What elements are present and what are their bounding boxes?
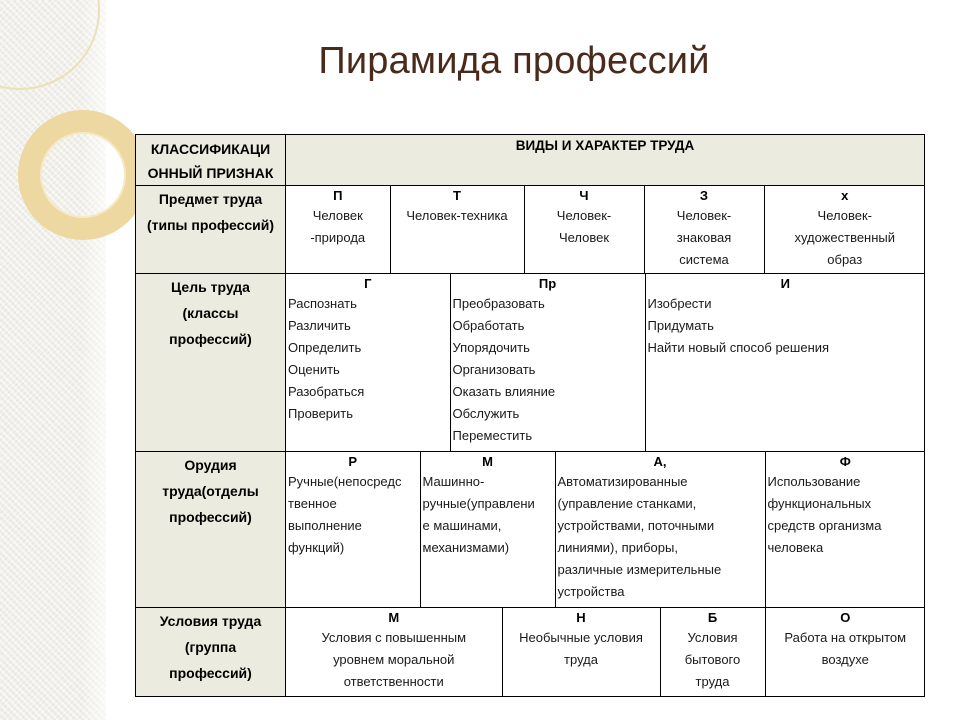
cell-line: Распознать — [288, 296, 357, 311]
row-label-line: (классы — [182, 305, 239, 321]
cell-text — [645, 205, 764, 271]
cell-text — [765, 205, 926, 271]
cell-text — [646, 293, 926, 359]
cell-subject-art — [764, 186, 925, 273]
cell-tools-functional — [765, 452, 925, 607]
row-label-line: труда(отделы — [162, 483, 259, 499]
cell-line: Различить — [288, 318, 351, 333]
cell-line: устройства — [557, 584, 625, 599]
cell-line: устройствами, поточными — [557, 518, 715, 533]
row-label-line: Орудия — [184, 457, 237, 473]
cell-text — [556, 471, 765, 603]
cell-line: Упорядочить — [452, 340, 530, 355]
row-label-goal — [136, 274, 286, 452]
cell-code: Ч — [579, 188, 589, 203]
cell-line: Автоматизированные — [557, 474, 688, 489]
cell-code: Пр — [538, 276, 557, 291]
cell-line: механизмами) — [422, 540, 510, 555]
cell-conditions-outdoor — [765, 608, 925, 696]
cell-line: средств организма — [767, 518, 882, 533]
cell-line: Ручные(непосредс — [288, 474, 402, 489]
cell-code: Б — [707, 610, 718, 625]
cell-code: Т — [453, 188, 461, 203]
row-label-line: профессий) — [169, 331, 252, 347]
background-fade — [80, 0, 120, 720]
cell-line: Человек- — [817, 208, 872, 223]
row-label-line: Условия труда — [159, 613, 262, 629]
row-label-line: профессий) — [169, 665, 252, 681]
cell-line: человека — [767, 540, 824, 555]
cell-line: Необычные условия — [519, 630, 643, 645]
cell-line: Оценить — [288, 362, 340, 377]
cell-line: Обслужить — [452, 406, 520, 421]
row-label-line: профессий) — [169, 509, 252, 525]
cell-line: знаковая — [676, 230, 732, 245]
cell-text — [766, 471, 926, 559]
cell-line: Преобразовать — [452, 296, 545, 311]
cell-line: образ — [827, 252, 863, 267]
conditions-cells — [286, 608, 925, 697]
cell-line: Организовать — [452, 362, 536, 377]
cell-text — [286, 627, 502, 693]
cell-text — [451, 293, 645, 447]
cell-tools-machine — [420, 452, 555, 607]
cell-code: О — [840, 610, 851, 625]
subject-inner-table — [286, 186, 925, 273]
header-criterion-line-1: КЛАССИФИКАЦИ — [150, 141, 271, 157]
tools-inner-table — [286, 452, 925, 607]
cell-text — [503, 627, 660, 671]
header-criterion-cell — [136, 135, 286, 186]
cell-subject-sign — [644, 186, 764, 273]
cell-line: Условия с повышенным — [321, 630, 467, 645]
cell-code: Р — [348, 454, 358, 469]
row-label-line: Цель труда — [171, 279, 250, 295]
cell-line: Определить — [288, 340, 362, 355]
cell-code: П — [333, 188, 343, 203]
cell-line: -природа — [310, 230, 366, 245]
row-label-line: (группа — [184, 639, 237, 655]
row-label-subject — [136, 186, 286, 274]
cell-line: Проверить — [288, 406, 354, 421]
cell-line: Переместить — [452, 428, 533, 443]
row-label-conditions — [136, 608, 286, 697]
cell-line: ручные(управлени — [422, 496, 535, 511]
cell-line: Работа на открытом — [784, 630, 907, 645]
cell-line: линиями), приборы, — [557, 540, 678, 555]
cell-line: Использование — [767, 474, 861, 489]
cell-code: Г — [364, 276, 372, 291]
cell-line: Человек-техника — [406, 208, 508, 223]
cell-line: Оказать влияние — [452, 384, 556, 399]
cell-line: Разобраться — [288, 384, 365, 399]
cell-code: А, — [653, 454, 667, 469]
cell-code: М — [388, 610, 400, 625]
slide-title: Пирамида профессий — [318, 40, 710, 82]
cell-line: (управление станками, — [557, 496, 697, 511]
cell-line: Машинно- — [422, 474, 485, 489]
cell-tools-manual — [286, 452, 420, 607]
cell-text — [766, 627, 926, 671]
cell-text — [391, 205, 524, 227]
cell-line: художественный — [794, 230, 896, 245]
cell-line: различные измерительные — [557, 562, 722, 577]
cell-line: воздухе — [821, 652, 869, 667]
conditions-inner-table — [286, 608, 925, 696]
cell-goal-transform — [450, 274, 645, 451]
cell-line: Человек — [558, 230, 610, 245]
decorative-gold-ring — [18, 110, 148, 240]
header-kinds-cell: ВИДЫ И ХАРАКТЕР ТРУДА — [286, 135, 925, 186]
cell-line: функциональных — [767, 496, 872, 511]
cell-subject-human — [524, 186, 644, 273]
row-label-line: Предмет труда — [158, 191, 263, 207]
cell-text — [525, 205, 644, 249]
cell-line: е машинами, — [422, 518, 502, 533]
professions-table — [135, 134, 925, 697]
cell-line: уровнем моральной — [333, 652, 455, 667]
cell-subject-nature — [286, 186, 390, 273]
cell-goal-research — [645, 274, 925, 451]
cell-code: Н — [576, 610, 586, 625]
cell-subject-technics — [390, 186, 524, 273]
row-label-line: (типы профессий) — [146, 217, 275, 233]
cell-code: И — [780, 276, 790, 291]
cell-code: Ф — [839, 454, 851, 469]
cell-text — [286, 471, 420, 559]
cell-text — [421, 471, 555, 559]
subject-cells — [286, 186, 925, 274]
cell-text — [286, 293, 450, 425]
cell-line: Человек- — [676, 208, 732, 223]
cell-line: Изобрести — [647, 296, 712, 311]
row-label-tools — [136, 452, 286, 608]
cell-line: ответственности — [343, 674, 444, 689]
cell-line: Условия — [687, 630, 738, 645]
cell-text — [286, 205, 390, 249]
cell-line: функций) — [288, 540, 345, 555]
cell-conditions-moral — [286, 608, 502, 696]
cell-code: х — [841, 188, 849, 203]
cell-line: система — [679, 252, 729, 267]
cell-line: бытового — [684, 652, 741, 667]
cell-line: труда — [695, 674, 730, 689]
cell-tools-automated — [555, 452, 765, 607]
cell-line: выполнение — [288, 518, 362, 533]
cell-line: Найти новый способ решения — [647, 340, 830, 355]
cell-code: З — [699, 188, 709, 203]
cell-code: М — [482, 454, 493, 469]
goal-cells — [286, 274, 925, 452]
cell-line: твенное — [288, 496, 337, 511]
cell-line: Придумать — [647, 318, 714, 333]
cell-line: Человек- — [556, 208, 612, 223]
tools-cells — [286, 452, 925, 608]
cell-goal-gnostic — [286, 274, 450, 451]
cell-line: Человек — [312, 208, 363, 223]
cell-conditions-unusual — [502, 608, 660, 696]
goal-inner-table — [286, 274, 925, 451]
cell-line: Обработать — [452, 318, 525, 333]
cell-conditions-domestic — [660, 608, 765, 696]
cell-text — [661, 627, 765, 693]
header-criterion-line-2: ОННЫЙ ПРИЗНАК — [147, 165, 274, 181]
cell-line: труда — [564, 652, 598, 667]
